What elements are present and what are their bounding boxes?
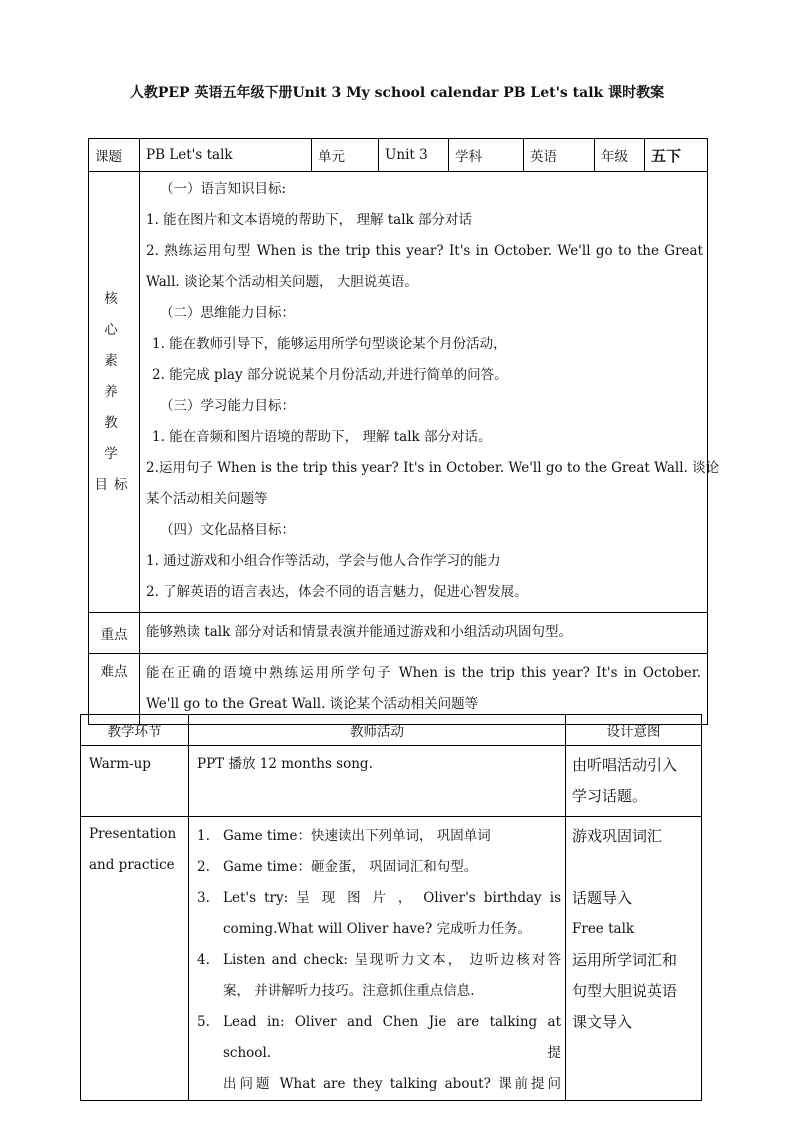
intent-line: 话题导入 <box>572 889 633 907</box>
header-activity: 教师活动 <box>189 715 566 746</box>
item-number: 4. <box>197 952 210 968</box>
item-text-block <box>223 1007 561 1100</box>
key-point-label: 重点 <box>89 613 140 654</box>
intent-line: 由听唱活动引入 <box>572 756 678 774</box>
grade-value: 五下 <box>645 139 708 172</box>
item-text: 出问题 What are they talking about? 课前提问 <box>223 1076 561 1092</box>
unit-value: Unit 3 <box>379 139 449 172</box>
goals-line: （四）文化品格目标： <box>160 522 295 538</box>
intent-line: 句型大胆说英语 <box>572 982 678 1000</box>
goals-line: 2. 熟练运用句型 When is the trip this year? It's in October. We'll go to the Great <box>146 243 703 259</box>
item-number: 5. <box>197 1014 210 1030</box>
item-text: coming.What will Oliver have? 完成听力任务。 <box>223 921 532 937</box>
item-number: 2. <box>197 859 210 875</box>
stage-line: and practice <box>89 857 175 873</box>
header-intent: 设计意图 <box>566 715 702 746</box>
stage-line: Presentation <box>89 826 177 842</box>
intent-line: Free talk <box>572 921 635 937</box>
item-text-block <box>223 945 561 1007</box>
goals-line: 1. 能在教师引导下，能够运用所学句型谈论某个月份活动， <box>152 336 507 352</box>
presentation-stage-cell <box>81 817 189 1101</box>
item-number: 3. <box>197 890 210 906</box>
difficulty-line: 能在正确的语境中熟练运用所学句子 When is the trip this year? It's in October. <box>146 665 701 681</box>
unit-label: 单元 <box>312 139 379 172</box>
item-text: Let's try: 呈 现 图 片 ， Oliver's birthday is <box>223 890 561 906</box>
difficulty-label: 难点 <box>89 654 140 725</box>
activity-item <box>193 821 561 852</box>
activity-item <box>193 1007 561 1100</box>
header-stage: 教学环节 <box>81 715 189 746</box>
goals-line: 1. 能在音频和图片语境的帮助下， 理解 talk 部分对话。 <box>152 429 492 445</box>
document-title: 人教PEP 英语五年级下册Unit 3 My school calendar PB Let's talk 课时教案 <box>129 85 665 101</box>
warmup-activity: PPT 播放 12 months song. <box>189 746 566 817</box>
topic-value: PB Let's talk <box>140 139 312 172</box>
item-text-block <box>223 883 561 945</box>
subject-label: 学科 <box>449 139 524 172</box>
presentation-intent-cell <box>566 817 702 1101</box>
goals-label: 核 心 素 养 教 学 目标 <box>94 290 134 493</box>
grade-label: 年级 <box>595 139 645 172</box>
key-point-text: 能够熟读 talk 部分对话和情景表演并能通过游戏和小组活动巩固句型。 <box>140 613 708 654</box>
lesson-info-table <box>88 138 720 725</box>
intent-line: 课文导入 <box>572 1013 633 1031</box>
goals-line: 1. 通过游戏和小组合作等活动，学会与他人合作学习的能力 <box>146 553 501 569</box>
goals-cell <box>140 172 720 613</box>
goals-line: 1. 能在图片和文本语境的帮助下， 理解 talk 部分对话 <box>146 212 473 228</box>
item-text: Game time：快速读出下列单词， 巩固单词 <box>223 828 491 844</box>
item-number: 1. <box>197 828 210 844</box>
goals-line: 2. 了解英语的语言表达，体会不同的语言魅力，促进心智发展。 <box>146 584 528 600</box>
intent-line-blank <box>572 852 701 883</box>
intent-line: 学习话题。 <box>572 787 648 805</box>
presentation-activity-cell <box>189 817 566 1101</box>
goals-line: （三）学习能力目标： <box>160 398 295 414</box>
activity-item <box>193 945 561 1007</box>
item-text: Lead in: Oliver and Chen Jie are talking at school. 提 <box>223 1014 561 1061</box>
difficulty-line: We'll go to the Great Wall. 谈论某个活动相关问题等 <box>146 696 479 712</box>
intent-line: 运用所学词汇和 <box>572 951 678 969</box>
goals-line: 2. 能完成 play 部分说说某个月份活动,并进行简单的问答。 <box>152 367 508 383</box>
warmup-intent-cell <box>566 746 702 817</box>
goals-line: 某个活动相关问题等 <box>146 491 268 507</box>
goals-line: Wall. 谈论某个活动相关问题， 大胆说英语。 <box>146 274 418 290</box>
goals-line: （一）语言知识目标: <box>160 181 287 197</box>
intent-line: 游戏巩固词汇 <box>572 827 663 845</box>
activity-item <box>193 852 561 883</box>
goals-line: 2.运用句子 When is the trip this year? It's in October. We'll go to the Great Wall. 谈论 <box>146 460 720 476</box>
warmup-stage: Warm-up <box>81 746 189 817</box>
subject-value: 英语 <box>524 139 595 172</box>
item-text: 案， 并讲解听力技巧。注意抓住重点信息. <box>223 983 475 999</box>
goals-line: （二）思维能力目标： <box>160 305 295 321</box>
activity-item <box>193 883 561 945</box>
teaching-process-table <box>80 714 702 1101</box>
item-text: Listen and check: 呈现听力文本， 边听边核对答 <box>223 952 561 968</box>
item-text: Game time：砸金蛋， 巩固词汇和句型。 <box>223 859 478 875</box>
topic-label: 课题 <box>89 139 140 172</box>
goals-label-cell <box>89 172 140 613</box>
